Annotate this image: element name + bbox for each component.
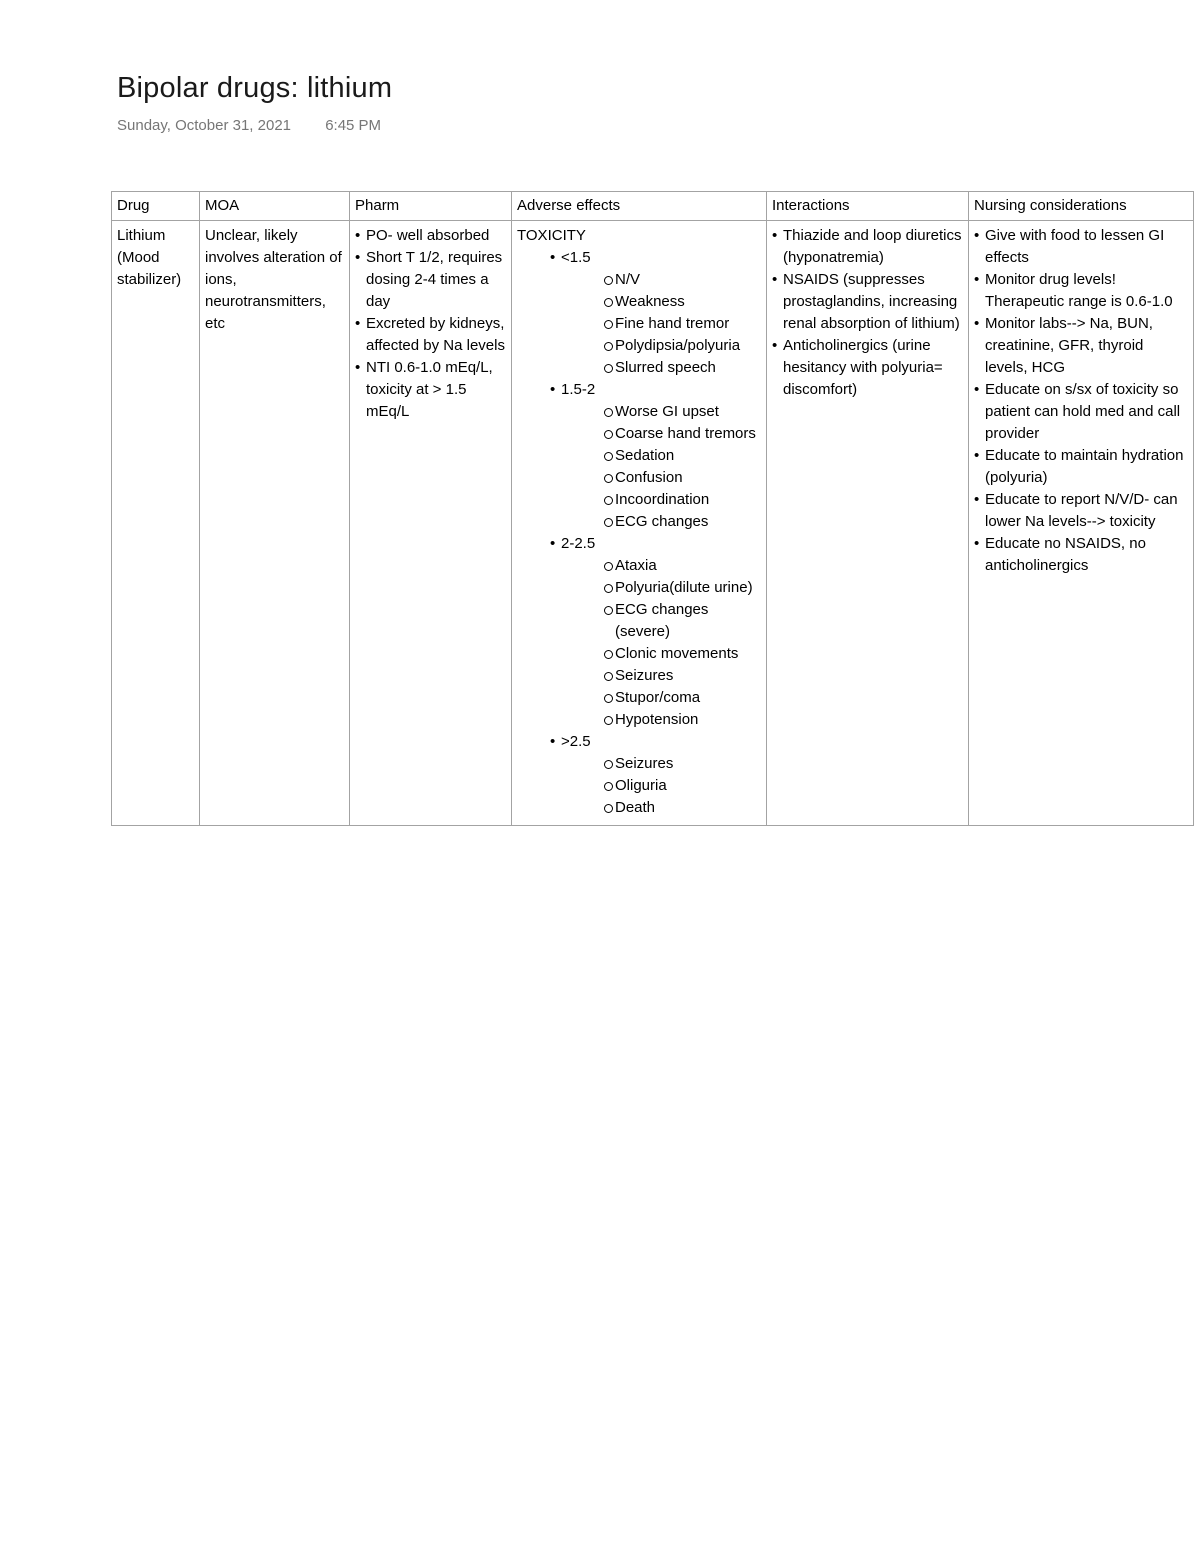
cell-adverse-effects xyxy=(512,221,767,826)
toxicity-level xyxy=(550,731,761,819)
header-pharm: Pharm xyxy=(350,192,512,221)
page-meta xyxy=(117,117,381,134)
list-item: ECG changes xyxy=(603,511,761,533)
toxicity-level xyxy=(550,379,761,533)
pharm-list xyxy=(355,225,506,423)
list-item: • Educate to maintain hydration (polyuria) xyxy=(974,445,1188,489)
table-header-row xyxy=(112,192,1194,221)
list-item: Hypotension xyxy=(603,709,761,731)
toxicity-level-label: <1.5 xyxy=(561,249,591,266)
page-date: Sunday, October 31, 2021 xyxy=(117,117,292,134)
cell-moa xyxy=(200,221,350,826)
list-item: Coarse hand tremors xyxy=(603,423,761,445)
list-item: Worse GI upset xyxy=(603,401,761,423)
list-item: Death xyxy=(603,797,761,819)
toxicity-levels-list xyxy=(517,247,761,819)
nursing-list xyxy=(974,225,1188,577)
toxicity-level-label: >2.5 xyxy=(561,733,591,750)
list-item: • PO- well absorbed xyxy=(355,225,506,247)
drug-table xyxy=(111,191,1194,826)
list-item: ECG changes (severe) xyxy=(603,599,761,643)
list-item: Clonic movements xyxy=(603,643,761,665)
list-item: Slurred speech xyxy=(603,357,761,379)
cell-interactions xyxy=(767,221,969,826)
list-item: • Monitor labs--> Na, BUN, creatinine, GFR, thyroid levels, HCG xyxy=(974,313,1188,379)
list-item: • Excreted by kidneys, affected by Na levels xyxy=(355,313,506,357)
list-item: • Educate no NSAIDS, no anticholinergics xyxy=(974,533,1188,577)
list-item: Seizures xyxy=(603,665,761,687)
symptom-list xyxy=(561,753,761,819)
list-item: • NTI 0.6-1.0 mEq/L, toxicity at > 1.5 mEq/L xyxy=(355,357,506,423)
header-nursing-considerations: Nursing considerations xyxy=(969,192,1194,221)
list-item: Confusion xyxy=(603,467,761,489)
list-item: • Thiazide and loop diuretics (hyponatremia) xyxy=(772,225,963,269)
list-item: Ataxia xyxy=(603,555,761,577)
toxicity-level-label: 1.5-2 xyxy=(561,381,596,398)
symptom-list xyxy=(561,555,761,731)
list-item: • Educate on s/sx of toxicity so patient can hold med and call provider xyxy=(974,379,1188,445)
list-item: • Educate to report N/V/D- can lower Na levels--> toxicity xyxy=(974,489,1188,533)
drug-name: Lithium (Mood stabilizer) xyxy=(117,227,182,288)
toxicity-heading: TOXICITY xyxy=(517,227,586,244)
symptom-list xyxy=(561,401,761,533)
list-item: • NSAIDS (suppresses prostaglandins, increasing renal absorption of lithium) xyxy=(772,269,963,335)
list-item: • Anticholinergics (urine hesitancy with polyuria= discomfort) xyxy=(772,335,963,401)
list-item: Oliguria xyxy=(603,775,761,797)
moa-text: Unclear, likely involves alteration of ions, neurotransmitters, etc xyxy=(205,227,342,332)
list-item: Polydipsia/polyuria xyxy=(603,335,761,357)
toxicity-level xyxy=(550,247,761,379)
interactions-list xyxy=(772,225,963,401)
header-moa: MOA xyxy=(200,192,350,221)
list-item: Weakness xyxy=(603,291,761,313)
list-item: Stupor/coma xyxy=(603,687,761,709)
page-time: 6:45 PM xyxy=(325,117,382,134)
header-drug: Drug xyxy=(112,192,200,221)
toxicity-level-label: 2-2.5 xyxy=(561,535,596,552)
symptom-list xyxy=(561,269,761,379)
header-adverse-effects: Adverse effects xyxy=(512,192,767,221)
cell-nursing-considerations xyxy=(969,221,1194,826)
cell-drug xyxy=(112,221,200,826)
list-item: • Give with food to lessen GI effects xyxy=(974,225,1188,269)
page-title: Bipolar drugs: lithium xyxy=(117,72,393,104)
list-item: N/V xyxy=(603,269,761,291)
list-item: • Short T 1/2, requires dosing 2-4 times a day xyxy=(355,247,506,313)
list-item: Incoordination xyxy=(603,489,761,511)
table-row xyxy=(112,221,1194,826)
cell-pharm xyxy=(350,221,512,826)
header-interactions: Interactions xyxy=(767,192,969,221)
list-item: Seizures xyxy=(603,753,761,775)
toxicity-level xyxy=(550,533,761,731)
list-item: Sedation xyxy=(603,445,761,467)
list-item: Fine hand tremor xyxy=(603,313,761,335)
list-item: Polyuria(dilute urine) xyxy=(603,577,761,599)
list-item: • Monitor drug levels! Therapeutic range is 0.6-1.0 xyxy=(974,269,1188,313)
